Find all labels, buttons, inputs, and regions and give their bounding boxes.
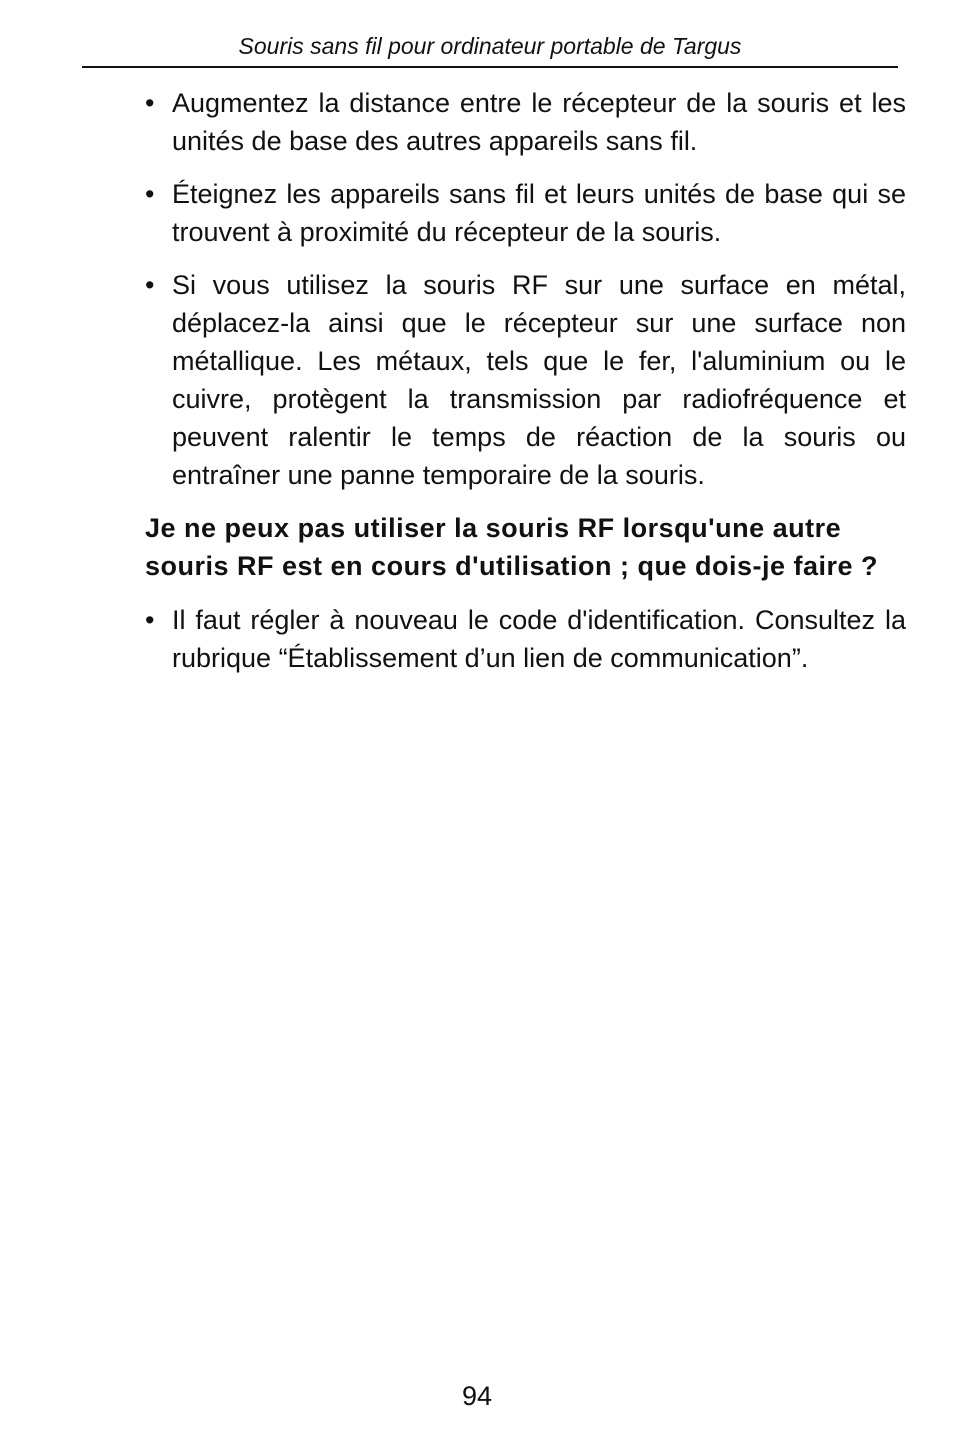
bullet-icon: • xyxy=(145,270,155,300)
list-item-text: Il faut régler à nouveau le code d'identification. Consultez la rubrique “Établissement d’un lien de communication”. xyxy=(172,605,906,673)
question-heading: Je ne peux pas utiliser la souris RF lorsqu'une autre souris RF est en cours d'utilisation ; que dois-je faire ? xyxy=(145,513,879,581)
page-content xyxy=(145,84,906,692)
list-item xyxy=(145,266,906,494)
list-item xyxy=(145,84,906,160)
answer-list xyxy=(145,601,906,677)
page-header-title: Souris sans fil pour ordinateur portable de Targus xyxy=(238,33,742,59)
list-item xyxy=(145,175,906,251)
list-item xyxy=(145,601,906,677)
page-number: 94 xyxy=(461,1381,493,1411)
list-item-text: Si vous utilisez la souris RF sur une surface en métal, déplacez-la ainsi que le récepteur sur une surface non métallique. Les métaux, tels que le fer, l'aluminium ou le cuivre, protègent la transmission par radiofréquence et peuvent ralentir le temps de réaction de la souris ou entraîner une panne temporaire de la souris. xyxy=(172,270,906,490)
bullet-icon: • xyxy=(145,179,155,209)
list-item-text: Éteignez les appareils sans fil et leurs unités de base qui se trouvent à proximité du récepteur de la souris. xyxy=(172,179,906,247)
list-item-text: Augmentez la distance entre le récepteur de la souris et les unités de base des autres appareils sans fil. xyxy=(172,88,906,156)
bullet-icon: • xyxy=(145,88,155,118)
bullet-icon: • xyxy=(145,605,155,635)
troubleshooting-list xyxy=(145,84,906,494)
header-divider xyxy=(82,66,898,68)
